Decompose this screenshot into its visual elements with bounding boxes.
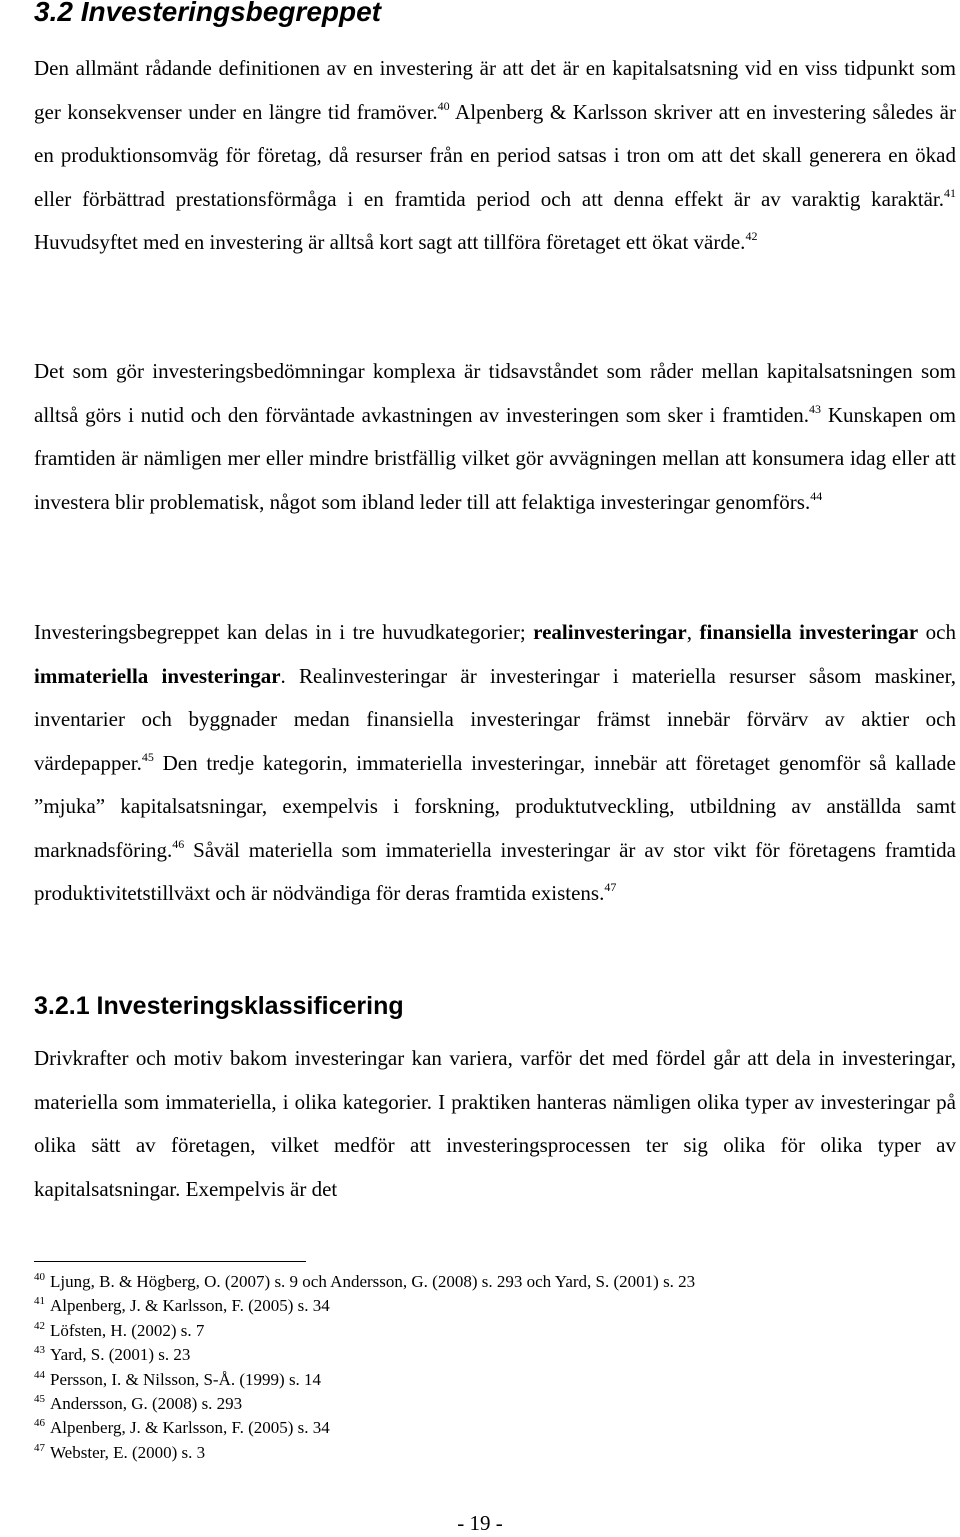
footnote-separator [34,1261,306,1262]
footnote-ref: 47 [604,880,617,894]
footnote-ref: 40 [437,98,450,113]
footnote-number: 43 [34,1344,45,1357]
footnote-ref: 41 [944,185,956,200]
paragraph-classification: Drivkrafter och motiv bakom investeringar kan variera, varför det med fördel går att dela in investeringar, materiella som immateriella, i olika kategorier. I praktiken hanteras nämligen olika typer av investeringar på olika sätt av företagen, vilket medför att investeringsprocessen ter sig olika för olika typer av kapitalsatsningar. Exempelvis är det [34,1046,956,1201]
paragraph-text: Det som gör investeringsbedömningar komplexa är tidsavståndet som råder mellan kapitalsatsningen som alltså görs i nutid och den förväntade avkastningen av investeringen som sker i framtiden. [34,359,956,427]
footnote-item [34,1270,695,1294]
paragraph-text: Huvudsyftet med en investering är alltså kort sagt att tillföra företaget ett ökat värde. [34,230,746,254]
footnote-item [34,1416,695,1440]
bold-term: immateriella investeringar [34,663,281,688]
footnote-text: Yard, S. (2001) s. 23 [50,1345,191,1365]
paragraph-complexity [34,350,956,524]
paragraph-text: Kunskapen om framtiden är nämligen mer eller mindre bristfällig vilket gör avvägningen mellan att konsumera idag eller att investera blir problematisk, något som ibland leder till att felaktiga investeringar genomförs. [34,402,956,514]
footnote-number: 41 [34,1295,45,1308]
bold-term: realinvesteringar [533,620,687,644]
paragraph-text: Investeringsbegreppet kan delas in i tre huvudkategorier; [34,620,534,644]
subsection-heading: 3.2.1 Investeringsklassificering [34,992,404,1020]
paragraph-text: Den tredje kategorin, immateriella investeringar, innebär att företaget genomför så kallade ”mjuka” kapitalsatsningar, exempelvis i forskning, produktutveckling, utbildning av anställda samt marknadsföring. [34,750,956,862]
footnote-ref: 46 [172,836,185,851]
footnote-number: 42 [34,1319,45,1332]
footnote-list [34,1270,695,1465]
paragraph-definition [34,47,956,265]
paragraph-text: , [686,620,700,644]
footnote-text: Ljung, B. & Högberg, O. (2007) s. 9 och Andersson, G. (2008) s. 293 och Yard, S. (2001) s. 23 [50,1272,696,1291]
footnote-ref: 44 [810,488,823,503]
footnote-item [34,1319,695,1343]
paragraph-text: och [918,620,956,644]
page-number: - 19 - [457,1511,503,1535]
footnote-number: 47 [34,1441,45,1454]
footnote-number: 44 [34,1368,45,1381]
footnote-ref: 43 [809,401,822,416]
footnote-item [34,1368,695,1392]
footnote-number: 40 [34,1271,45,1283]
footnote-text: Alpenberg, J. & Karlsson, F. (2005) s. 34 [50,1296,330,1316]
bold-term: finansiella investeringar [699,620,919,644]
footnote-ref: 45 [141,749,154,764]
section-heading: 3.2 Investeringsbegreppet [34,0,382,27]
paragraph-text: Den allmänt rådande definitionen av en investering är att det är en kapitalsatsning vid en viss tidpunkt som ger konsekvenser under en längre tid framöver. [34,56,956,124]
footnote-text: Persson, I. & Nilsson, S-Å. (1999) s. 14 [50,1369,322,1389]
footnote-text: Webster, E. (2000) s. 3 [50,1442,206,1462]
footnote-text: Andersson, G. (2008) s. 293 [50,1394,243,1414]
paragraph-categories [34,611,956,916]
footnote-ref: 42 [745,229,758,243]
footnote-number: 45 [34,1393,45,1406]
paragraph-text: Alpenberg & Karlsson skriver att en investering således är en produktionsomväg för företag, då resurser från en period satsas i tron om att det skall generera en ökad eller förbättrad prestationsförmåga i en framtida period och att denna effekt är av varaktig karaktär. [34,99,956,211]
paragraph-text: . Realinvesteringar är investeringar i materiella resurser såsom maskiner, inventarier och byggnader medan finansiella investeringar främst innebär förvärv av aktier och värdepapper. [34,663,956,775]
footnote-item [34,1441,695,1465]
footnote-text: Löfsten, H. (2002) s. 7 [50,1320,205,1340]
footnote-item [34,1392,695,1416]
footnote-item [34,1294,695,1318]
paragraph-text: Såväl materiella som immateriella investeringar är av stor vikt för företagens framtida produktivitetstillväxt och är nödvändiga för deras framtida existens. [34,837,956,905]
footnote-number: 46 [34,1417,45,1430]
footnote-item [34,1343,695,1367]
footnote-text: Alpenberg, J. & Karlsson, F. (2005) s. 34 [50,1418,330,1438]
